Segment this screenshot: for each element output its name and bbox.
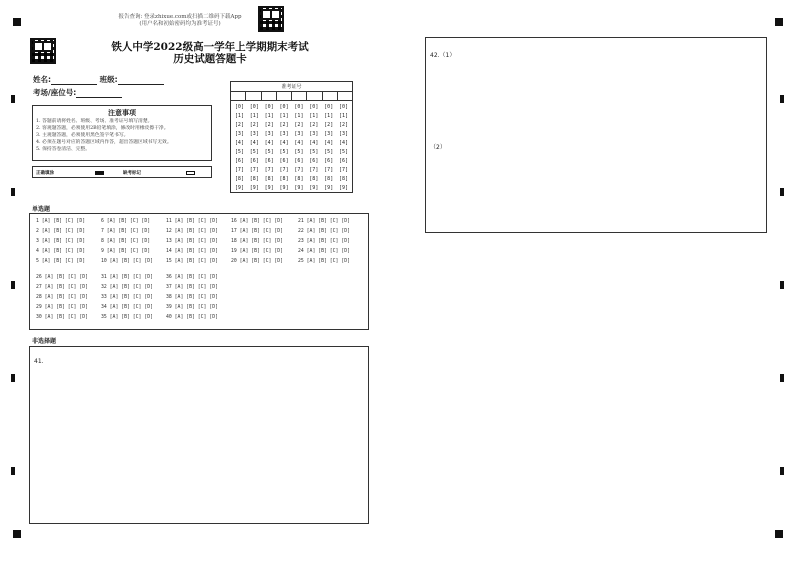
exam-number-column[interactable] xyxy=(336,103,351,193)
digit-bubble[interactable]: [0] xyxy=(294,104,304,110)
notice-title: 注意事项 xyxy=(108,109,136,117)
digit-bubble[interactable]: [3] xyxy=(279,131,289,137)
sheet-title: 历史试题答题卡 xyxy=(173,53,247,65)
digit-bubble[interactable]: [1] xyxy=(264,113,274,119)
report-notice-line1: 报告查询: 登录zhixue.com或扫描二维码下载App xyxy=(118,14,242,20)
digit-bubble[interactable]: [0] xyxy=(264,104,274,110)
digit-bubble[interactable]: [6] xyxy=(294,158,304,164)
single-choice-box xyxy=(29,213,369,330)
registration-mark xyxy=(13,530,21,538)
seat-field[interactable] xyxy=(33,87,122,98)
digit-bubble[interactable]: [1] xyxy=(324,113,334,119)
non-choice-label: 非选择题 xyxy=(32,338,57,345)
timing-mark xyxy=(780,188,784,196)
choice-question-25[interactable]: 25 [A] [B] [C] [D] xyxy=(298,259,350,264)
timing-mark xyxy=(11,95,15,103)
digit-bubble[interactable]: [4] xyxy=(264,140,274,146)
digit-bubble[interactable]: [5] xyxy=(324,149,334,155)
digit-bubble[interactable]: [8] xyxy=(234,176,244,182)
digit-bubble[interactable]: [9] xyxy=(249,185,259,191)
choice-question-26[interactable]: 26 [A] [B] [C] [D] xyxy=(36,275,88,280)
notice-item: 5. 保持答卷清洁、完整。 xyxy=(36,147,91,152)
digit-bubble[interactable]: [2] xyxy=(309,122,319,128)
notice-item: 3. 主观题答题，必须使用黑色签字笔书写。 xyxy=(36,133,129,138)
digit-bubble[interactable]: [9] xyxy=(309,185,319,191)
timing-mark xyxy=(11,467,15,475)
timing-mark xyxy=(780,281,784,289)
digit-bubble[interactable]: [8] xyxy=(279,176,289,182)
digit-bubble[interactable]: [4] xyxy=(324,140,334,146)
choice-question-10[interactable]: 10 [A] [B] [C] [D] xyxy=(101,259,153,264)
digit-bubble[interactable]: [2] xyxy=(264,122,274,128)
choice-question-17[interactable]: 17 [A] [B] [C] [D] xyxy=(231,229,283,234)
exam-number-column[interactable] xyxy=(262,103,277,193)
digit-bubble[interactable]: [6] xyxy=(339,158,349,164)
digit-bubble[interactable]: [9] xyxy=(339,185,349,191)
timing-mark xyxy=(11,281,15,289)
answer-area-41[interactable] xyxy=(29,346,369,524)
seat-label: 考场/座位号: xyxy=(33,88,77,97)
exam-number-column[interactable] xyxy=(306,103,321,193)
choice-question-18[interactable]: 18 [A] [B] [C] [D] xyxy=(231,239,283,244)
digit-bubble[interactable]: [6] xyxy=(309,158,319,164)
digit-bubble[interactable]: [5] xyxy=(309,149,319,155)
digit-bubble[interactable]: [2] xyxy=(339,122,349,128)
question-41-label: 41. xyxy=(34,358,44,365)
choice-question-2[interactable]: 2 [A] [B] [C] [D] xyxy=(36,229,86,234)
digit-bubble[interactable]: [2] xyxy=(249,122,259,128)
exam-title: 铁人中学2022级高一学年上学期期末考试 xyxy=(111,41,309,53)
digit-bubble[interactable]: [2] xyxy=(324,122,334,128)
digit-bubble[interactable]: [2] xyxy=(294,122,304,128)
class-label: 班级: xyxy=(99,75,118,84)
digit-bubble[interactable]: [0] xyxy=(324,104,334,110)
digit-bubble[interactable]: [9] xyxy=(294,185,304,191)
digit-bubble[interactable]: [2] xyxy=(234,122,244,128)
timing-mark xyxy=(780,95,784,103)
digit-bubble[interactable]: [9] xyxy=(324,185,334,191)
question-42-part2-label: （2） xyxy=(430,144,446,151)
digit-bubble[interactable]: [7] xyxy=(249,167,259,173)
digit-bubble[interactable]: [1] xyxy=(279,113,289,119)
choice-question-37[interactable]: 37 [A] [B] [C] [D] xyxy=(166,285,218,290)
choice-question-20[interactable]: 20 [A] [B] [C] [D] xyxy=(231,259,283,264)
digit-bubble[interactable]: [4] xyxy=(234,140,244,146)
choice-question-14[interactable]: 14 [A] [B] [C] [D] xyxy=(166,249,218,254)
choice-question-31[interactable]: 31 [A] [B] [C] [D] xyxy=(101,275,153,280)
digit-bubble[interactable]: [7] xyxy=(234,167,244,173)
digit-bubble[interactable]: [7] xyxy=(309,167,319,173)
digit-bubble[interactable]: [5] xyxy=(234,149,244,155)
choice-question-29[interactable]: 29 [A] [B] [C] [D] xyxy=(36,305,88,310)
answer-area-42[interactable] xyxy=(425,37,767,233)
name-field[interactable] xyxy=(33,74,164,85)
choice-question-5[interactable]: 5 [A] [B] [C] [D] xyxy=(36,259,86,264)
notice-item: 1. 答题前请将姓名、班级、考场、准考证号填写清楚。 xyxy=(36,119,153,124)
digit-bubble[interactable]: [6] xyxy=(279,158,289,164)
digit-bubble[interactable]: [3] xyxy=(324,131,334,137)
exam-number-label: 准考证号 xyxy=(231,82,352,92)
digit-bubble[interactable]: [3] xyxy=(249,131,259,137)
filled-box-icon xyxy=(95,171,104,175)
timing-mark xyxy=(11,374,15,382)
digit-bubble[interactable]: [1] xyxy=(294,113,304,119)
choice-question-23[interactable]: 23 [A] [B] [C] [D] xyxy=(298,239,350,244)
digit-bubble[interactable]: [9] xyxy=(234,185,244,191)
digit-bubble[interactable]: [3] xyxy=(264,131,274,137)
question-42-part1-label: 42.（1） xyxy=(430,52,456,59)
registration-mark xyxy=(775,18,783,26)
exam-number-grid xyxy=(230,81,353,193)
digit-bubble[interactable]: [4] xyxy=(279,140,289,146)
registration-mark xyxy=(775,530,783,538)
choice-question-22[interactable]: 22 [A] [B] [C] [D] xyxy=(298,229,350,234)
choice-question-15[interactable]: 15 [A] [B] [C] [D] xyxy=(166,259,218,264)
digit-bubble[interactable]: [0] xyxy=(309,104,319,110)
digit-bubble[interactable]: [0] xyxy=(234,104,244,110)
registration-mark xyxy=(13,18,21,26)
notice-item: 4. 必须在题号对应的答题区域内作答，超出答题区域书写无效。 xyxy=(36,140,172,145)
correct-fill-label: 正确填涂 xyxy=(36,171,54,176)
digit-bubble[interactable]: [6] xyxy=(234,158,244,164)
choice-question-12[interactable]: 12 [A] [B] [C] [D] xyxy=(166,229,218,234)
digit-bubble[interactable]: [0] xyxy=(339,104,349,110)
digit-bubble[interactable]: [1] xyxy=(339,113,349,119)
choice-question-38[interactable]: 38 [A] [B] [C] [D] xyxy=(166,295,218,300)
digit-bubble[interactable]: [7] xyxy=(324,167,334,173)
download-qr-code xyxy=(258,6,284,32)
choice-question-7[interactable]: 7 [A] [B] [C] [D] xyxy=(101,229,151,234)
digit-bubble[interactable]: [5] xyxy=(279,149,289,155)
choice-question-27[interactable]: 27 [A] [B] [C] [D] xyxy=(36,285,88,290)
digit-bubble[interactable]: [3] xyxy=(294,131,304,137)
choice-question-8[interactable]: 8 [A] [B] [C] [D] xyxy=(101,239,151,244)
digit-bubble[interactable]: [5] xyxy=(264,149,274,155)
digit-bubble[interactable]: [6] xyxy=(249,158,259,164)
choice-question-1[interactable]: 1 [A] [B] [C] [D] xyxy=(36,219,86,224)
choice-question-32[interactable]: 32 [A] [B] [C] [D] xyxy=(101,285,153,290)
choice-question-35[interactable]: 35 [A] [B] [C] [D] xyxy=(101,315,153,320)
notice-box xyxy=(32,105,212,161)
exam-number-column[interactable] xyxy=(321,103,336,193)
digit-bubble[interactable]: [8] xyxy=(264,176,274,182)
digit-bubble[interactable]: [8] xyxy=(324,176,334,182)
notice-item: 2. 客观题答题，必须使用2B铅笔填涂，修改时用橡皮擦干净。 xyxy=(36,126,169,131)
choice-question-30[interactable]: 30 [A] [B] [C] [D] xyxy=(36,315,88,320)
digit-bubble[interactable]: [5] xyxy=(249,149,259,155)
digit-bubble[interactable]: [4] xyxy=(309,140,319,146)
digit-bubble[interactable]: [8] xyxy=(294,176,304,182)
choice-question-6[interactable]: 6 [A] [B] [C] [D] xyxy=(101,219,151,224)
choice-question-39[interactable]: 39 [A] [B] [C] [D] xyxy=(166,305,218,310)
choice-question-24[interactable]: 24 [A] [B] [C] [D] xyxy=(298,249,350,254)
timing-mark xyxy=(780,374,784,382)
digit-bubble[interactable]: [4] xyxy=(294,140,304,146)
choice-question-34[interactable]: 34 [A] [B] [C] [D] xyxy=(101,305,153,310)
digit-bubble[interactable]: [7] xyxy=(294,167,304,173)
digit-bubble[interactable]: [4] xyxy=(249,140,259,146)
digit-bubble[interactable]: [5] xyxy=(294,149,304,155)
choice-question-19[interactable]: 19 [A] [B] [C] [D] xyxy=(231,249,283,254)
digit-bubble[interactable]: [8] xyxy=(309,176,319,182)
single-choice-label: 单选题 xyxy=(32,206,51,213)
digit-bubble[interactable]: [7] xyxy=(264,167,274,173)
digit-bubble[interactable]: [3] xyxy=(234,131,244,137)
digit-bubble[interactable]: [7] xyxy=(339,167,349,173)
exam-number-column[interactable] xyxy=(247,103,262,193)
digit-bubble[interactable]: [3] xyxy=(339,131,349,137)
digit-bubble[interactable]: [0] xyxy=(279,104,289,110)
absent-mark-label: 缺考标记 xyxy=(123,171,141,176)
digit-bubble[interactable]: [4] xyxy=(339,140,349,146)
choice-question-9[interactable]: 9 [A] [B] [C] [D] xyxy=(101,249,151,254)
digit-bubble[interactable]: [3] xyxy=(309,131,319,137)
digit-bubble[interactable]: [7] xyxy=(279,167,289,173)
digit-bubble[interactable]: [6] xyxy=(264,158,274,164)
digit-bubble[interactable]: [8] xyxy=(249,176,259,182)
absent-box-icon[interactable] xyxy=(186,171,195,175)
exam-number-bubbles[interactable] xyxy=(231,101,352,193)
exam-number-column[interactable] xyxy=(277,103,292,193)
name-label: 姓名: xyxy=(33,75,51,84)
choice-question-3[interactable]: 3 [A] [B] [C] [D] xyxy=(36,239,86,244)
choice-question-36[interactable]: 36 [A] [B] [C] [D] xyxy=(166,275,218,280)
digit-bubble[interactable]: [9] xyxy=(264,185,274,191)
choice-question-13[interactable]: 13 [A] [B] [C] [D] xyxy=(166,239,218,244)
digit-bubble[interactable]: [1] xyxy=(309,113,319,119)
student-qr-code xyxy=(30,38,56,64)
choice-question-4[interactable]: 4 [A] [B] [C] [D] xyxy=(36,249,86,254)
digit-bubble[interactable]: [5] xyxy=(339,149,349,155)
choice-question-28[interactable]: 28 [A] [B] [C] [D] xyxy=(36,295,88,300)
exam-number-write-row[interactable] xyxy=(231,92,352,101)
fill-legend xyxy=(32,166,212,178)
digit-bubble[interactable]: [8] xyxy=(339,176,349,182)
choice-question-21[interactable]: 21 [A] [B] [C] [D] xyxy=(298,219,350,224)
choice-question-16[interactable]: 16 [A] [B] [C] [D] xyxy=(231,219,283,224)
exam-number-column[interactable] xyxy=(232,103,247,193)
digit-bubble[interactable]: [9] xyxy=(279,185,289,191)
choice-question-11[interactable]: 11 [A] [B] [C] [D] xyxy=(166,219,218,224)
timing-mark xyxy=(780,467,784,475)
choice-question-33[interactable]: 33 [A] [B] [C] [D] xyxy=(101,295,153,300)
digit-bubble[interactable]: [1] xyxy=(234,113,244,119)
digit-bubble[interactable]: [6] xyxy=(324,158,334,164)
digit-bubble[interactable]: [2] xyxy=(279,122,289,128)
timing-mark xyxy=(11,188,15,196)
digit-bubble[interactable]: [1] xyxy=(249,113,259,119)
exam-number-column[interactable] xyxy=(292,103,307,193)
digit-bubble[interactable]: [0] xyxy=(249,104,259,110)
report-notice-line2: (用户名和初始密码均为准考证号) xyxy=(139,21,221,27)
choice-question-40[interactable]: 40 [A] [B] [C] [D] xyxy=(166,315,218,320)
